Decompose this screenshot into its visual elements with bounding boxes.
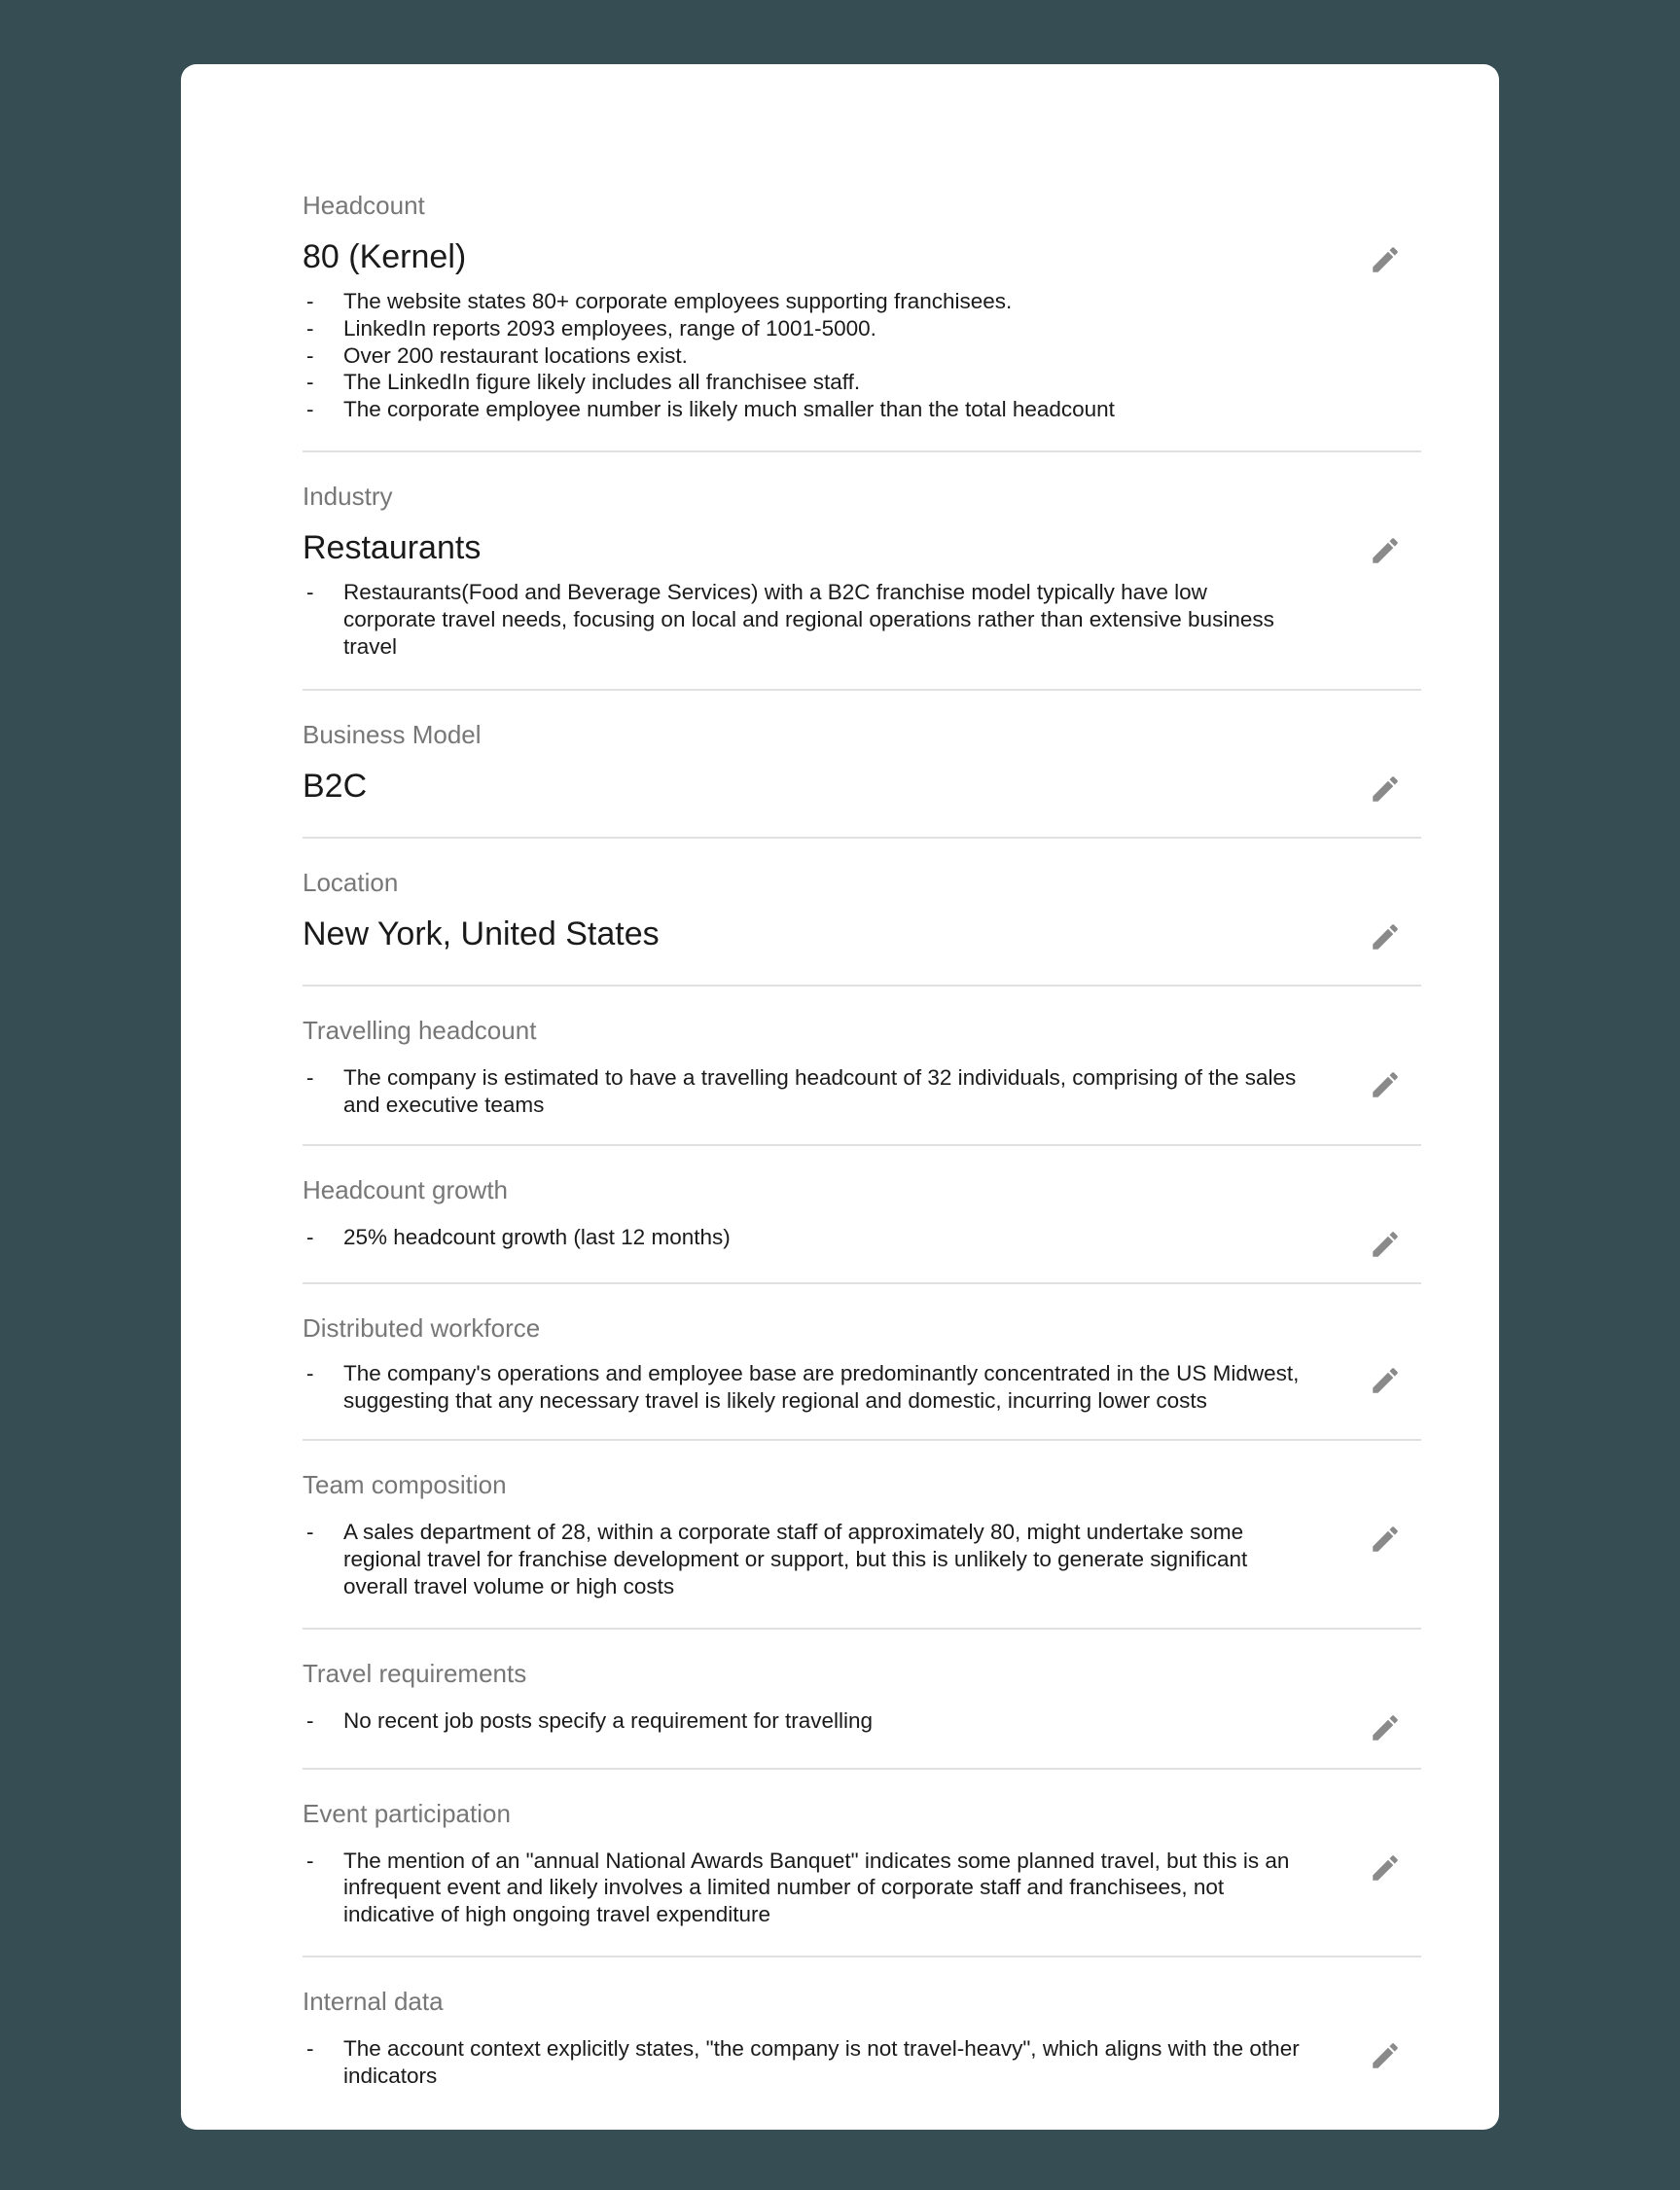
section-value: B2C (303, 768, 368, 806)
section-label: Headcount growth (303, 1174, 509, 1204)
pencil-icon[interactable] (1369, 1228, 1402, 1261)
section-distributed-workforce (303, 1284, 1421, 1442)
list-item: - 25% headcount growth (last 12 months) (306, 1224, 731, 1249)
pencil-icon[interactable] (1369, 2039, 1402, 2072)
bullet-list (303, 1360, 1421, 1415)
section-label: Distributed workforce (303, 1312, 541, 1343)
section-label: Location (303, 868, 399, 898)
list-item: - The website states 80+ corporate employees supporting franchisees. (306, 289, 1013, 313)
section-label: Event participation (303, 1798, 511, 1828)
section-team-composition (303, 1441, 1421, 1629)
bullet-list (303, 1064, 1421, 1119)
section-label: Headcount (303, 191, 425, 220)
section-label: Travel requirements (303, 1658, 527, 1688)
list-item: - No recent job posts specify a requirement for travelling (306, 1707, 874, 1733)
section-headcount-growth (303, 1146, 1421, 1284)
bullet-list (303, 579, 1421, 660)
company-profile-card (181, 64, 1499, 2130)
section-value: 80 (Kernel) (303, 238, 467, 275)
section-business-model (303, 691, 1421, 839)
section-label: Industry (303, 481, 393, 511)
section-label: Internal data (303, 1986, 444, 2016)
pencil-icon[interactable] (1369, 1523, 1402, 1556)
pencil-icon[interactable] (1369, 243, 1402, 276)
bullet-list (303, 288, 1421, 423)
pencil-icon[interactable] (1369, 772, 1402, 806)
section-headcount (303, 125, 1421, 452)
list-item: - The LinkedIn figure likely includes all franchisee staff. (306, 370, 861, 395)
pencil-icon[interactable] (1369, 1711, 1402, 1744)
pencil-icon[interactable] (1369, 1851, 1402, 1885)
section-industry (303, 452, 1421, 691)
pencil-icon[interactable] (1369, 534, 1402, 567)
pencil-icon[interactable] (1369, 920, 1402, 953)
section-event-participation (303, 1770, 1421, 1957)
list-item: - The mention of an "annual National Awards Banquet" indicates some planned travel, but this is an infrequent event and likely involves a limited number of corporate staff and franchisees, not indicative of high ongoing travel expenditure (306, 1848, 1290, 1927)
bullet-list (303, 1519, 1421, 1599)
section-value: New York, United States (303, 915, 660, 953)
list-item: - A sales department of 28, within a corporate staff of approximately 80, might undertake some regional travel for franchise development or support, but this is unlikely to generate significant overall travel volume or high costs (306, 1520, 1248, 1598)
section-internal-data (303, 1957, 1421, 2109)
section-label: Travelling headcount (303, 1016, 537, 1046)
pencil-icon[interactable] (1369, 1068, 1402, 1101)
list-item: - The corporate employee number is likely much smaller than the total headcount (306, 397, 1115, 422)
list-item: - The account context explicitly states, "the company is not travel-heavy", which aligns with the other indicators (306, 2035, 1300, 2088)
section-travelling-headcount (303, 987, 1421, 1146)
pencil-icon[interactable] (1369, 1364, 1402, 1397)
bullet-list (303, 1224, 1421, 1251)
list-item: - The company's operations and employee base are predominantly concentrated in the US Midwest, suggesting that any necessary travel is likely regional and domestic, incurring lower costs (306, 1360, 1300, 1413)
bullet-list (303, 1848, 1421, 1928)
list-item: - LinkedIn reports 2093 employees, range of 1001-5000. (306, 315, 876, 341)
list-item: - Restaurants(Food and Beverage Services) with a B2C franchise model typically have low corporate travel needs, focusing on local and regional operations rather than extensive business travel (306, 579, 1274, 659)
section-label: Business Model (303, 720, 482, 750)
section-label: Team composition (303, 1470, 507, 1500)
section-location (303, 839, 1421, 987)
section-value: Restaurants (303, 528, 482, 566)
section-travel-requirements (303, 1630, 1421, 1770)
list-item: - The company is estimated to have a travelling headcount of 32 individuals, comprising of the sales and executive teams (306, 1065, 1297, 1118)
bullet-list (303, 1707, 1421, 1735)
list-item: - Over 200 restaurant locations exist. (306, 342, 688, 368)
bullet-list (303, 2035, 1421, 2090)
